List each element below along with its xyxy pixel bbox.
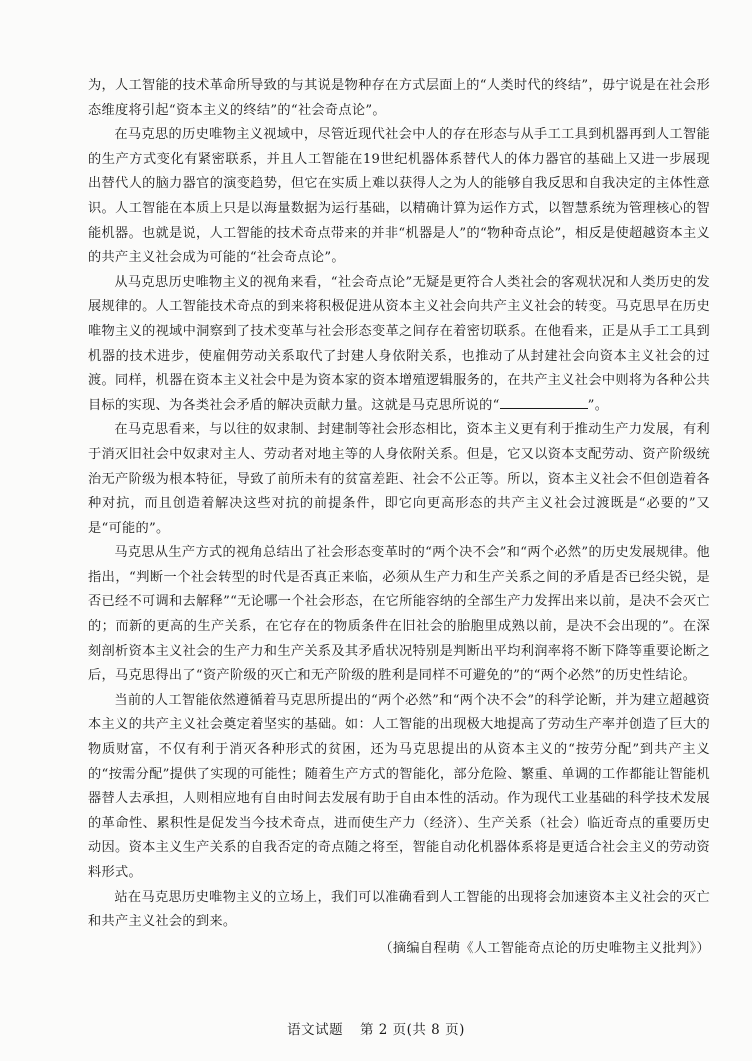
paragraph-2-text: 从马克思历史唯物主义的视角来看，“社会奇点论”无疑是更符合人类社会的客观状况和人类历史的发展规律的。人工智能技术奇点的到来将积极促进从资本主义社会向共产主义社会的转变。马克思早在历史唯物主义的视域中洞察到了技术变革与社会形态变革之间存在着密切联系。在他看来，正是从手工工具到机器的技术进步，使雇佣劳动关系取代了封建人身依附关系，也推动了从封建社会向资本主义社会的过渡。同样，机器在资本主义社会中是为资本家的资本增殖逻辑服务的，在共产主义社会中则将为各种公共目标的实现、为各类社会矛盾的解决贡献力量。这就是马克思所说的“ <box>88 274 710 413</box>
paragraph-1: 在马克思的历史唯物主义视域中，尽管近现代社会中人的存在形态与从手工工具到机器再到人工智能的生产方式变化有紧密联系，并且人工智能在19世纪机器体系替代人的体力器官的基础上又进一步展现出替代人的脑力器官的演变趋势，但它在实质上难以获得人之为人的能够自我反思和自我决定的主体性意识。人工智能在本质上只是以海量数据为运行基础，以精确计算为运作方式，以智慧系统为管理核心的智能机器。也就是说，人工智能的技术奇点带来的并非“机器是人”的“物种奇点论”，相反是使超越资本主义的共产主义社会成为可能的“社会奇点论”。 <box>88 127 710 266</box>
footer-page-number: 第 2 页(共 8 页) <box>359 1022 465 1038</box>
paragraph-5: 当前的人工智能依然遵循着马克思所提出的“两个必然”和“两个决不会”的科学论断，并为建立超越资本主义的共产主义社会奠定着坚实的基础。如：人工智能的出现极大地提高了劳动生产率并创造了巨大的物质财富，不仅有利于消灭各种形式的贫困，还为马克思提出的从资本主义的“按劳分配”到共产主义的“按需分配”提供了实现的可能性；随着生产方式的智能化，部分危险、繁重、单调的工作都能让智能机器替人去承担，人则相应地有自由时间去发展有助于自由本性的活动。作为现代工业基础的科学技术发展的革命性、累积性是促发当今技术奇点，进而使生产力（经济）、生产关系（社会）临近奇点的重要历史动因。资本主义生产关系的自我否定的奇点随之将至，智能自动化机器体系将是更适合社会主义的劳动资料形式。 <box>88 692 710 880</box>
paragraph-6: 站在马克思历史唯物主义的立场上，我们可以准确看到人工智能的出现将会加速资本主义社会的灭亡和共产主义社会的到来。 <box>88 889 710 930</box>
footer-subject: 语文试题 <box>287 1022 344 1038</box>
paragraph-2-end: ”。 <box>587 397 609 413</box>
fill-in-blank[interactable] <box>500 396 588 409</box>
page-footer <box>0 1018 752 1038</box>
passage-body <box>88 74 710 961</box>
paragraph-continuation: 为，人工智能的技术革命所导致的与其说是物种存在方式层面上的“人类时代的终结”，毋宁说是在社会形态维度将引起“资本主义的终结”的“社会奇点论”。 <box>88 78 710 118</box>
paragraph-2 <box>88 271 710 419</box>
paragraph-4: 马克思从生产方式的视角总结出了社会形态变革时的“两个决不会”和“两个必然”的历史发展规律。他指出，“判断一个社会转型的时代是否真正来临，必须从生产力和生产关系之间的矛盾是否已经尖锐，是否已经不可调和去解释”“无论哪一个社会形态，在它所能容纳的全部生产力发挥出来以前，是决不会灭亡的；而新的更高的生产关系，在它存在的物质条件在旧社会的胎胞里成熟以前，是决不会出现的”。在深刻剖析资本主义社会的生产力和生产关系及其矛盾状况特别是判断出平均利润率将不断下降等重要论断之后，马克思得出了“资产阶级的灭亡和无产阶级的胜利是同样不可避免的”的“两个必然”的历史性结论。 <box>88 545 710 684</box>
source-citation: （摘编自程萌《人工智能奇点论的历史唯物主义批判》） <box>379 940 710 956</box>
paragraph-3: 在马克思看来，与以往的奴隶制、封建制等社会形态相比，资本主义更有利于推动生产力发展，有利于消灭旧社会中奴隶对主人、劳动者对地主等的人身依附关系。但是，它又以资本支配劳动、资产阶级统治无产阶级为根本特征，导致了前所未有的贫富差距、社会不公正等。所以，资本主义社会不但创造着各种对抗，而且创造着解决这些对抗的前提条件，即它向更高形态的共产主义社会过渡既是“必要的”又是“可能的”。 <box>88 422 710 536</box>
